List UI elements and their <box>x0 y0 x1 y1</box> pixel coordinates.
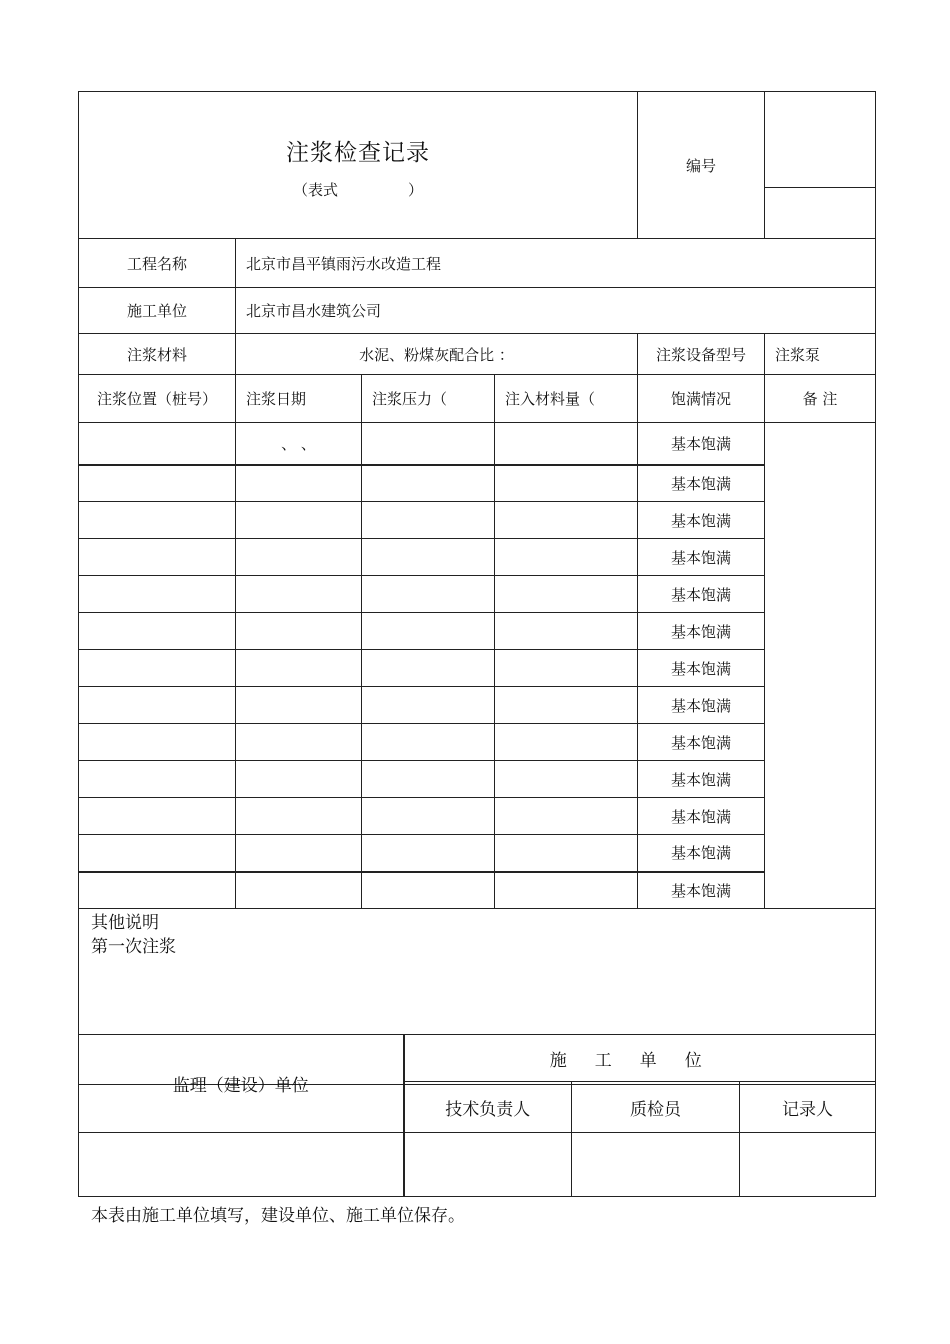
row-3-date[interactable] <box>236 502 362 539</box>
row-5-date[interactable] <box>236 576 362 613</box>
inspector-signature-field[interactable] <box>572 1133 740 1197</box>
row-9-date[interactable] <box>236 724 362 761</box>
form-type-label: （表式 ） <box>292 181 424 199</box>
row-10-amount[interactable] <box>495 761 638 798</box>
col-header-amount: 注入材料量（ <box>495 375 638 423</box>
supervisor-signature-field[interactable] <box>79 1133 404 1197</box>
row-10-date[interactable] <box>236 761 362 798</box>
row-2-location[interactable] <box>79 465 236 502</box>
row-8-date[interactable] <box>236 687 362 724</box>
row-12-location[interactable] <box>79 835 236 872</box>
tech-lead-signature-field[interactable] <box>404 1133 572 1197</box>
row-12-date[interactable] <box>236 835 362 872</box>
grouting-record-table <box>78 91 876 1085</box>
row-1-date[interactable]: 、 、 <box>236 423 362 465</box>
row-3-location[interactable] <box>79 502 236 539</box>
inspector-label: 质检员 <box>572 1082 740 1133</box>
recorder-label: 记录人 <box>740 1082 876 1133</box>
row-1-pressure[interactable] <box>362 423 495 465</box>
row-2-fullness: 基本饱满 <box>638 465 765 502</box>
row-5-pressure[interactable] <box>362 576 495 613</box>
title-cell <box>79 92 638 239</box>
col-header-location: 注浆位置（桩号） <box>79 375 236 423</box>
row-3-amount[interactable] <box>495 502 638 539</box>
row-13-pressure[interactable] <box>362 872 495 909</box>
row-4-location[interactable] <box>79 539 236 576</box>
notes-text: 第一次注浆 <box>91 937 176 957</box>
col-header-fullness: 饱满情况 <box>638 375 765 423</box>
row-3-pressure[interactable] <box>362 502 495 539</box>
supervisor-label: 监理（建设）单位 <box>79 1035 404 1133</box>
form-title: 注浆检查记录 <box>286 140 430 166</box>
material-value: 水泥、粉煤灰配合比 ： <box>236 334 638 375</box>
contractor-value: 北京市昌水建筑公司 <box>236 288 876 334</box>
row-7-date[interactable] <box>236 650 362 687</box>
row-7-amount[interactable] <box>495 650 638 687</box>
row-4-date[interactable] <box>236 539 362 576</box>
row-12-amount[interactable] <box>495 835 638 872</box>
project-name-label: 工程名称 <box>79 239 236 288</box>
row-8-fullness: 基本饱满 <box>638 687 765 724</box>
remarks-merged-cell[interactable] <box>765 423 876 909</box>
row-9-pressure[interactable] <box>362 724 495 761</box>
signature-table <box>78 1034 876 1197</box>
col-header-date: 注浆日期 <box>236 375 362 423</box>
project-name-value: 北京市昌平镇雨污水改造工程 <box>236 239 876 288</box>
row-10-location[interactable] <box>79 761 236 798</box>
row-13-amount[interactable] <box>495 872 638 909</box>
row-2-date[interactable] <box>236 465 362 502</box>
row-7-fullness: 基本饱满 <box>638 650 765 687</box>
recorder-signature-field[interactable] <box>740 1133 876 1197</box>
number-label: 编号 <box>638 92 765 239</box>
col-header-pressure: 注浆压力（ <box>362 375 495 423</box>
row-13-location[interactable] <box>79 872 236 909</box>
equipment-value: 注浆泵 <box>765 334 876 375</box>
row-13-date[interactable] <box>236 872 362 909</box>
row-8-pressure[interactable] <box>362 687 495 724</box>
row-5-amount[interactable] <box>495 576 638 613</box>
row-2-pressure[interactable] <box>362 465 495 502</box>
row-8-amount[interactable] <box>495 687 638 724</box>
row-9-amount[interactable] <box>495 724 638 761</box>
row-12-fullness: 基本饱满 <box>638 835 765 872</box>
row-1-amount[interactable] <box>495 423 638 465</box>
contractor-label: 施工单位 <box>79 288 236 334</box>
footnote: 本表由施工单位填写，建设单位、施工单位保存。 <box>91 1206 465 1226</box>
row-10-pressure[interactable] <box>362 761 495 798</box>
row-2-amount[interactable] <box>495 465 638 502</box>
row-4-fullness: 基本饱满 <box>638 539 765 576</box>
row-1-fullness: 基本饱满 <box>638 423 765 465</box>
row-6-location[interactable] <box>79 613 236 650</box>
row-5-fullness: 基本饱满 <box>638 576 765 613</box>
number-field-2[interactable] <box>765 188 876 239</box>
row-12-pressure[interactable] <box>362 835 495 872</box>
row-4-pressure[interactable] <box>362 539 495 576</box>
row-11-date[interactable] <box>236 798 362 835</box>
construction-unit-label: 施工单位 <box>404 1035 876 1082</box>
row-6-pressure[interactable] <box>362 613 495 650</box>
row-6-fullness: 基本饱满 <box>638 613 765 650</box>
row-11-location[interactable] <box>79 798 236 835</box>
row-3-fullness: 基本饱满 <box>638 502 765 539</box>
equipment-label: 注浆设备型号 <box>638 334 765 375</box>
row-7-location[interactable] <box>79 650 236 687</box>
row-4-amount[interactable] <box>495 539 638 576</box>
notes-label: 其他说明 <box>91 913 159 933</box>
row-9-location[interactable] <box>79 724 236 761</box>
row-13-fullness: 基本饱满 <box>638 872 765 909</box>
row-6-date[interactable] <box>236 613 362 650</box>
row-11-pressure[interactable] <box>362 798 495 835</box>
row-11-amount[interactable] <box>495 798 638 835</box>
row-7-pressure[interactable] <box>362 650 495 687</box>
material-label: 注浆材料 <box>79 334 236 375</box>
row-8-location[interactable] <box>79 687 236 724</box>
row-11-fullness: 基本饱满 <box>638 798 765 835</box>
row-5-location[interactable] <box>79 576 236 613</box>
row-6-amount[interactable] <box>495 613 638 650</box>
row-10-fullness: 基本饱满 <box>638 761 765 798</box>
tech-lead-label: 技术负责人 <box>404 1082 572 1133</box>
row-9-fullness: 基本饱满 <box>638 724 765 761</box>
number-field-1[interactable] <box>765 92 876 188</box>
row-1-location[interactable] <box>79 423 236 465</box>
col-header-remarks: 备 注 <box>765 375 876 423</box>
